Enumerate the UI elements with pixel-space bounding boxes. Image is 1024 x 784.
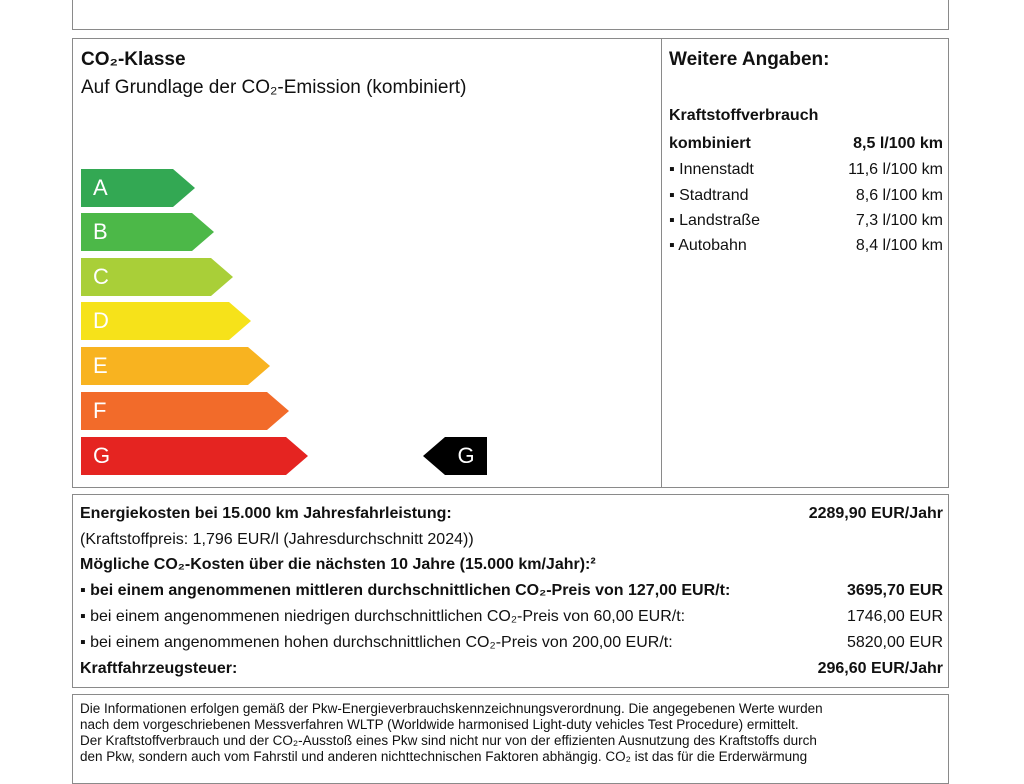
consumption-label: kombiniert: [669, 135, 751, 152]
co2-class-panel: [72, 38, 662, 488]
co2-cost-high-row: [80, 634, 943, 656]
co2-bar-label: B: [93, 219, 108, 244]
cost-label: ▪ bei einem angenommenen niedrigen durchschnittlichen CO₂-Preis von 60,00 EUR/t:: [80, 608, 686, 625]
consumption-label: ▪ Autobahn: [669, 237, 747, 254]
cost-label: ▪ bei einem angenommenen hohen durchschnittlichen CO₂-Preis von 200,00 EUR/t:: [80, 634, 673, 651]
additional-info-title: Weitere Angaben:: [669, 49, 830, 70]
legal-line: Die Informationen erfolgen gemäß der Pkw-Energieverbrauchskennzeichnungsverordnung. Die angegebenen Werte wurden: [80, 701, 823, 716]
legal-line: nach dem vorgeschriebenen Messverfahren WLTP (Worldwide harmonised Light-duty vehicles Test Procedure) ermittelt.: [80, 717, 799, 732]
current-class-marker: [423, 437, 487, 475]
legal-notice-panel: [72, 694, 949, 784]
additional-info-panel: [661, 38, 949, 488]
co2-costs-heading-row: [80, 556, 943, 578]
consumption-label: ▪ Landstraße: [669, 212, 761, 229]
consumption-label: ▪ Innenstadt: [669, 161, 754, 178]
cost-value: 296,60 EUR/Jahr: [817, 660, 943, 677]
co2-bar-d: [81, 302, 251, 340]
cost-value: 5820,00 EUR: [846, 634, 943, 651]
cost-label: Energiekosten bei 15.000 km Jahresfahrleistung:: [80, 505, 452, 522]
consumption-value: 8,5 l/100 km: [853, 135, 943, 152]
cost-value: 2289,90 EUR/Jahr: [808, 505, 943, 522]
current-class-label: G: [445, 437, 487, 475]
co2-bar-label: E: [93, 353, 108, 378]
co2-class-subtitle: Auf Grundlage der CO₂-Emission (kombiniert): [81, 77, 467, 98]
co2-bar-g: [81, 437, 308, 475]
consumption-value: 8,6 l/100 km: [855, 187, 943, 204]
consumption-value: 8,4 l/100 km: [855, 237, 943, 254]
co2-bar-label: C: [93, 264, 109, 289]
co2-bar-label: F: [93, 398, 107, 423]
cost-label: ▪ bei einem angenommenen mittleren durchschnittlichen CO₂-Preis von 127,00 EUR/t:: [80, 582, 731, 599]
co2-cost-low-row: [80, 608, 943, 630]
legal-line: den Pkw, sondern auch vom Fahrstil und anderen nichttechnischen Faktoren abhängig. CO₂ ist das für die Erderwärmung: [80, 749, 808, 764]
consumption-row-rural: [669, 212, 943, 234]
co2-bar-label: A: [93, 175, 108, 200]
fuel-price-row: [80, 531, 943, 553]
co2-bar-e: [81, 347, 270, 385]
co2-bar-f: [81, 392, 289, 430]
cost-label: Kraftfahrzeugsteuer:: [80, 660, 238, 677]
cost-label: Mögliche CO₂-Kosten über die nächsten 10 Jahre (15.000 km/Jahr):²: [80, 556, 596, 573]
fuel-consumption-heading: Kraftstoffverbrauch: [669, 107, 819, 124]
cost-value: 1746,00 EUR: [846, 608, 943, 625]
co2-cost-medium-row: [80, 582, 943, 604]
co2-bar-label: D: [93, 308, 109, 333]
co2-bar-c: [81, 258, 233, 296]
cost-value: 3695,70 EUR: [846, 582, 943, 599]
co2-class-title: CO₂-Klasse: [81, 49, 186, 70]
costs-panel: [72, 494, 949, 688]
consumption-value: 11,6 l/100 km: [848, 161, 943, 178]
consumption-row-suburban: [669, 187, 943, 209]
legal-line: Der Kraftstoffverbrauch und der CO₂-Ausstoß eines Pkw sind nicht nur von der effizienten Ausnutzung des Kraftstoffs durch: [80, 733, 817, 748]
consumption-label: ▪ Stadtrand: [669, 187, 749, 204]
consumption-row-combined: [669, 135, 943, 157]
top-frame: [72, 0, 949, 30]
energy-cost-row: [80, 505, 943, 527]
consumption-row-highway: [669, 237, 943, 259]
legal-notice-text: [80, 701, 943, 765]
cost-label: (Kraftstoffpreis: 1,796 EUR/l (Jahresdurchschnitt 2024)): [80, 531, 474, 548]
co2-bar-b: [81, 213, 214, 251]
co2-bar-a: [81, 169, 195, 207]
consumption-row-city: [669, 161, 943, 183]
co2-bar-label: G: [93, 443, 111, 468]
consumption-value: 7,3 l/100 km: [855, 212, 943, 229]
vehicle-tax-row: [80, 660, 943, 682]
